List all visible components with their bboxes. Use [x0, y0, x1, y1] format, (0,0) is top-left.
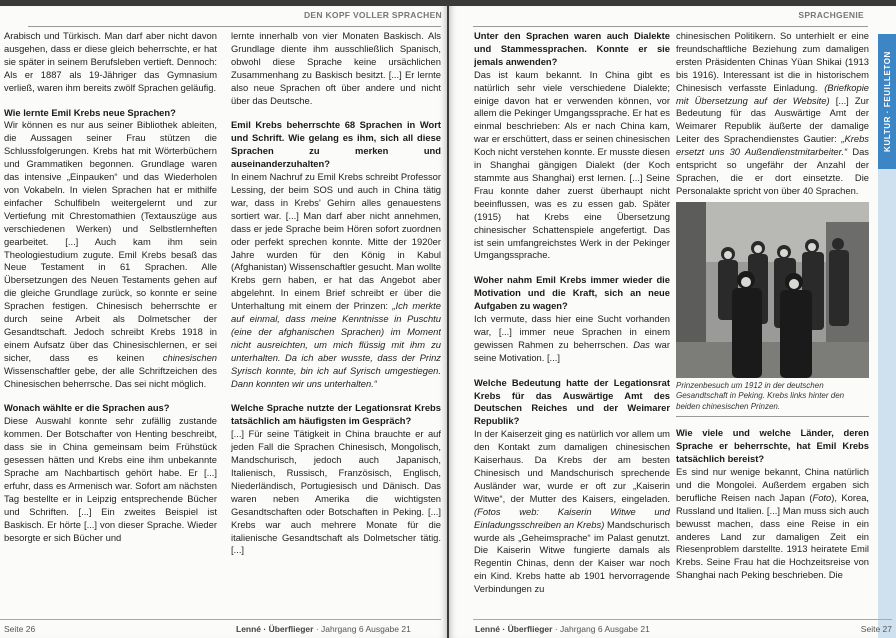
paragraph: lernte innerhalb von vier Monaten Baskisch. Als Grundlage diente ihm ausschließlich Spanisch, obwohl diese Sprache keine ursächlichen Zusammenhang zu Baskisch besitzt. [...] Er lernte also neue Sprachen oft über andere und nicht über das Deutsche. — [231, 30, 441, 106]
question-heading: Wonach wählte er die Sprachen aus? — [4, 402, 170, 414]
paragraph: [...] Für seine Tätigkeit in China brauchte er auf jeden Fall die Sprachen Chinesisch, Mongolisch, Mandschurisch, jedoch auch Japanisch, Italienisch, Russisch, Französisch, Englisch, Niederländisch, Portugiesisch und Dänisch. Das waren neben Amerika die wichtigsten Gesandtschaften oder Botschaften in Peking. [...] Krebs war auch mehrere Monate für die italienische Gesandtschaft als Dolmetscher tätig. [...] — [231, 428, 441, 556]
footer-credit: Lenné · Überflieger · Jahrgang 6 Ausgabe 21 — [236, 624, 411, 634]
paragraph: Das ist kaum bekannt. In China gibt es natürlich sehr viele verschiedene Dialekte; einige davon hat er verwenden können, vor allem die Pekinger Umgangssprache. Er hat es einmal beschrieben: Als er nach China kam, war er erschüttert, dass er seinen chinesischen Koch nicht verstehen konnte. Er musste diesen in Shanghai gängigen Dialekt (der Koch stammte aus Shanghai) erst lernen. [...] Seine Frau konnte daher zuerst überhaupt nicht beeinflussen, was es zu essen gab. Später (1915) hat Krebs eine Übersetzung chinesischer Schattenspiele angefertigt. Das ist sein umfangreichstes Werk in der Pekinger Umgangssprache. — [474, 68, 670, 261]
paragraph: Wir können es nur aus seiner Bibliothek ableiten, die Aussagen seiner Frau stützen die Schlussfolgerungen. Krebs hat mit Wörterbüchern und Grammatiken begonnen. Grundlage waren das intensive „Einpauken“ und das Wiederholen von Vokabeln. In vielen Sprachen hat er mithilfe einfacher Schulfibeln weitergelernt und zur Vertiefung mit Chrestomathien (Textauszüge aus verschiedenen Werken) und Selbstlernheften gearbeitet. [...] Auch kam ihm sein Theologiestudium zugute. Emil Krebs besaß das Neue Testament in 61 Sprachen. Alle Übersetzungen des Neuen Testaments gehen auf die gleiche Grundlage zurück, so konnte er seine Sprachen festigen. Chinesisch beherrschte er durch seine Arbeit als Dolmetscher der Gesandtschaft. Jedoch schreibt Krebs 1918 in einem Aufsatz über das Chinesischlernen, er sei sicher, dass es keinen chinesischen Wissenschaftler gebe, der alle Schriftzeichen des Chinesischen beherrsche. Das sei nicht möglich. — [4, 119, 217, 389]
header-rule — [28, 26, 441, 27]
header-rule — [473, 26, 868, 27]
right-column-1 — [474, 30, 670, 616]
photo-caption: Prinzenbesuch um 1912 in der deutschen Gesandtschaft in Peking. Krebs links hinter den beiden chinesischen Prinzen. — [676, 380, 845, 411]
running-head: DEN KOPF VOLLER SPRACHEN — [303, 10, 442, 20]
paragraph: Ich vermute, dass hier eine Sucht vorhanden war, [...] immer neue Sprachen in einem gewissen Rahmen zu beherrschen. Das war seine Motivation. [...] — [474, 313, 670, 363]
question-heading: Emil Krebs beherrschte 68 Sprachen in Wort und Schrift. Wie gelang es ihm, sich all diese Sprachen zu merken und auseinanderzuhalten? — [231, 119, 441, 170]
question-heading: Unter den Sprachen waren auch Dialekte und Stammessprachen. Konnte er sie jemals anwenden? — [474, 30, 670, 67]
page-number: Seite 27 — [860, 624, 892, 634]
running-head: SPRACHGENIE — [798, 10, 864, 20]
photo-illustration — [676, 202, 869, 378]
right-page — [449, 6, 896, 638]
footer-credit: Lenné · Überflieger · Jahrgang 6 Ausgabe 21 — [475, 624, 650, 634]
left-column-1 — [4, 30, 217, 616]
question-heading: Wie lernte Emil Krebs neue Sprachen? — [4, 106, 176, 118]
right-column-2 — [676, 30, 869, 616]
paragraph: In der Kaiserzeit ging es natürlich vor allem um den Kontakt zum damaligen chinesischen Kaiserhaus. Da Krebs der am besten Chinesisch und Mandschurisch sprechende Ausländer war, wurde er oft zur „Kaiserin Witwe“, der Mutter des Kaisers, eingeladen. (Fotos web: Kaiserin Witwe und Einladungsschreiben an Krebs) Mandschurisch wurde als „Geheimsprache“ im Palast genutzt. Die Kaiserin Witwe fungierte damals als Regentin Chinas, denn der Kaiser war noch ein Kind. Krebs hatte ab 1901 hervorragende Verbindungen zu — [474, 428, 670, 595]
question-heading: Wie viele und welche Länder, deren Sprache er beherrschte, hat Emil Krebs tatsächlich bereist? — [676, 427, 869, 465]
paragraph: Diese Auswahl konnte sehr zufällig zustande kommen. Der Botschafter von Henting beschreibt, dass sie in China gemeinsam beim Frühstück gesessen hätten und Krebs eine ihm unbekannte Sprache am Nachbartisch gehört habe. Er [...] erfuhr, dass es Armenisch war. Sofort am nächsten Tag bestellte er in Leipzig entsprechende Bücher und Schriften. [...] Ein zweites Beispiel ist Baskisch. Er hörte [...] von dieser Sprache. Wieder besorgte er sich Bücher und — [4, 415, 217, 543]
paragraph: In einem Nachruf zu Emil Krebs schreibt Professor Lessing, der beim SOS und auch in China tätig war, dass in Krebs' Gehirn alles genauestens sortiert war. [...] Man darf aber nicht annehmen, dass er jede Sprache beim Hören sofort zuordnen oder perfekt sprechen konnte. Mitte der 1920er Jahre wurden für den König in Kabul (Afghanistan) Wissenschaftler gesucht. Man wollte Krebs gern haben, er hat das Angebot aber abgelehnt. In einem Brief schreibt er über die Unterhaltung mit einem der Prinzen: „Ich merkte auf einmal, dass meine Kenntnisse in Puschtu (eine der afghanischen Sprachen) im Moment nicht ausreichten, um mich flüssig mit ihm zu unterhalten. Da ich aber wusste, dass der Prinz Syrisch konnte, bin ich auf Syrisch umgestiegen. Dann konnten wir uns unterhalten.“ — [231, 171, 441, 389]
question-heading: Woher nahm Emil Krebs immer wieder die Motivation und die Kraft, sich an neue Aufgaben zu wagen? — [474, 274, 670, 312]
paragraph: chinesischen Politikern. So unterhielt er eine freundschaftliche Beziehung zum damaligen ersten Präsidenten Chinas Yüan Shikai (1913 bis 1916). Interessant ist die in historischem Chinesisch verfasste Einladung. (Briefkopie mit Übersetzung auf der Website) [...] Zur Bedeutung für das Auswärtige Amt der Weimarer Republik äußerte der damalige Leiter des Sprachendienstes Gautier: „Krebs ersetzt uns 30 Außendienstmitarbeiter.“ Das entspricht so ungefähr der Anzahl der Sprachen, die er dort einsetzte. Die Personalakte spricht von über 40 Sprachen. — [676, 30, 869, 196]
left-column-2 — [231, 30, 441, 616]
footer-rule — [0, 619, 441, 620]
footer-rule — [473, 619, 892, 620]
question-heading: Welche Bedeutung hatte der Legationsrat Krebs für das Auswärtige Amt des Deutschen Reiches und der Weimarer Republik? — [474, 376, 670, 427]
caption-rule — [676, 416, 869, 417]
section-tab-label: KULTUR · FEUILLETON — [878, 34, 896, 169]
page-number: Seite 26 — [4, 624, 36, 634]
question-heading: Welche Sprache nutzte der Legationsrat Krebs tatsächlich am häufigsten im Gespräch? — [231, 402, 441, 427]
paragraph: Es sind nur wenige bekannt, China natürlich und die Mongolei. Außerdem ergaben sich berufliche Reisen nach Japan (Foto), Korea, Russland und Italien. [...] Man muss sich auch bewusst machen, dass eine Reise in ein anderes Land zur damaligen Zeit ein Riesenproblem darstellte. 1913 heiratete Emil Krebs. Seine Frau hat die Hochzeitsreise von Shanghai nach Peking beschrieben. Die — [676, 466, 869, 581]
left-page — [0, 6, 447, 638]
paragraph: Arabisch und Türkisch. Man darf aber nicht davon ausgehen, dass er diese gleich beherrschte, er hat sie später in seinem Berufsleben vertieft. Dennoch: Als er 1887 als 19-Jähriger das Gymnasium verließ, waren ihm bereits zwölf Sprachen geläufig. — [4, 30, 217, 93]
historical-photo — [676, 202, 869, 378]
historical-photo-figure — [676, 202, 869, 418]
